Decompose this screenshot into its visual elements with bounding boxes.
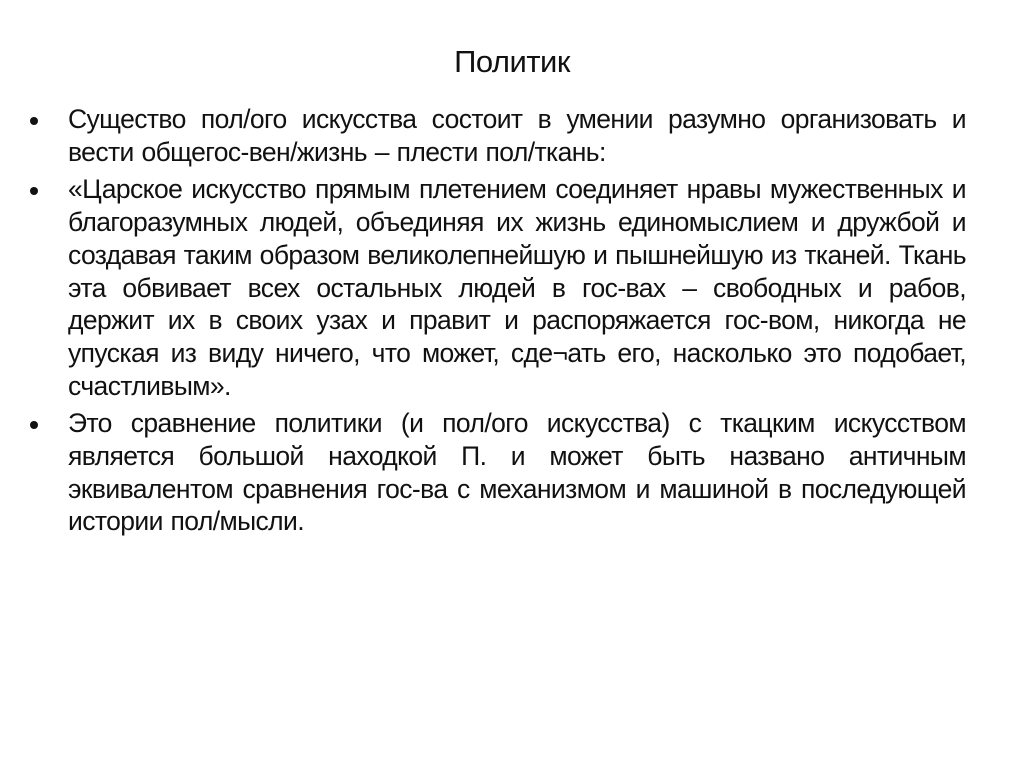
bullet-text: «Царское искусство прямым плетением соединяет нравы мужественных и благоразумных людей, объединяя их жизнь единомыслием и дружбой и создавая таким образом великолепнейшую и пышнейшую из тканей. Ткань эта обвивает всех остальных людей в гос-вах – свободных и рабов, держит их в своих узах и правит и распоряжается гос-вом, никогда не упуская из виду ничего, что может, сде¬ать его, насколько это подобает, счастливым». — [68, 174, 966, 401]
bullet-list — [30, 103, 966, 543]
bullet-text: Существо пол/ого искусства состоит в умении разумно организовать и вести общегос-вен/жизнь – плести пол/ткань: — [68, 104, 966, 167]
bullet-item-2 — [30, 173, 966, 402]
bullet-icon — [30, 421, 38, 429]
bullet-icon — [30, 117, 38, 125]
slide-title: Политик — [454, 44, 570, 79]
bullet-item-3 — [30, 407, 966, 538]
bullet-icon — [30, 187, 38, 195]
bullet-item-1 — [30, 103, 966, 168]
bullet-text: Это сравнение политики (и пол/ого искусства) с ткацким искусством является большой находкой П. и может быть названо античным эквивалентом сравнения гос-ва с механизмом и машиной в последующей истории пол/мысли. — [68, 408, 966, 537]
